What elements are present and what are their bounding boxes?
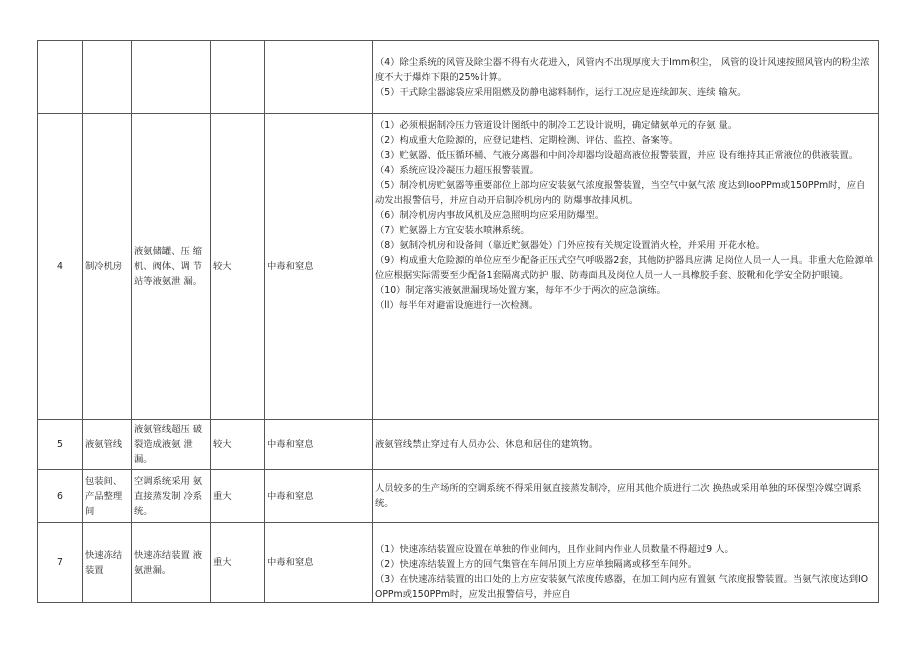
risk-level-cell: 重大 bbox=[211, 470, 265, 523]
table-row bbox=[38, 470, 879, 523]
location-cell: 包装间、 产品整理 间 bbox=[83, 470, 132, 523]
accident-type-cell: 中毒和窒息 bbox=[265, 523, 373, 603]
accident-type-cell: 中毒和窒息 bbox=[265, 420, 373, 470]
measures-cell bbox=[373, 114, 879, 420]
measure-line: （1）必须根据制冷压力管道设计图纸中的制冷工艺设计说明，确定储氨单元的存氨 量。 bbox=[375, 120, 738, 131]
table-row bbox=[38, 41, 879, 114]
row-number: 5 bbox=[38, 420, 83, 470]
measure-line: （9）构成重大危险源的单位应至少配备正压式空气呼吸器2套，其他防护器具应满 足岗位人员一人一具。非重大危险源单位应根据实际需要至少配备1套隔离式防护 服、防毒面具及岗位人员一人一具橡胶手套、胶靴和化学安全防护眼镜。 bbox=[375, 255, 874, 281]
measure-line: （2）快速冻结装置上方的回气集管在车间吊顶上方应单独隔离或移至车间外。 bbox=[375, 559, 698, 570]
measure-line: （1）快速冻结装置应设置在单独的作业间内，且作业间内作业人员数量不得超过9 人。 bbox=[375, 544, 734, 555]
hazard-source-cell: 快速冻结装置 液氨泄漏。 bbox=[132, 523, 211, 603]
accident-type-cell: 中毒和窒息 bbox=[265, 470, 373, 523]
measure-line: （8）氨制冷机房和设备间（靠近贮氨器处）门外应按有关规定设置消火栓，并采用 开花水枪。 bbox=[375, 240, 766, 251]
measure-line: （5）干式除尘器滤袋应采用阻燃及防静电滤料制作，运行工况应是连续卸灰、连续 输灰。 bbox=[375, 86, 747, 98]
measure-line: （10）制定落实液氨泄漏现场处置方案，每年不少于两次的应急演练。 bbox=[375, 285, 666, 296]
measure-line: （2）构成重大危险源的，应登记建档、定期检测、评估、监控、备案等。 bbox=[375, 135, 679, 146]
hazard-source-cell: 空调系统采用 氨直接蒸发制 冷系统。 bbox=[132, 470, 211, 523]
row-number: 4 bbox=[38, 114, 83, 420]
measure-line: 液氨管线禁止穿过有人员办公、休息和居住的建筑物。 bbox=[375, 439, 599, 450]
measure-line: （3）贮氨器、低压循环桶、气液分离器和中间冷却器均设超高液位报警装置，并应 设有维持其正常液位的供液装置。 bbox=[375, 150, 859, 161]
accident-type-cell bbox=[265, 41, 373, 114]
location-cell: 制冷机房 bbox=[83, 114, 132, 420]
risk-level-cell bbox=[211, 41, 265, 114]
measure-line: 人员较多的生产场所的空调系统不得采用氨直接蒸发制冷，应用其他介质进行二次 换热或采用单独的环保型冷媒空调系统。 bbox=[375, 483, 862, 509]
row-number: 6 bbox=[38, 470, 83, 523]
measure-line: （4）系统应设冷凝压力超压报警装置。 bbox=[375, 165, 539, 176]
row-number: 7 bbox=[38, 523, 83, 603]
measures-cell bbox=[373, 523, 879, 603]
accident-type-cell: 中毒和窒息 bbox=[265, 114, 373, 420]
measure-line: （6）制冷机房内事故风机及应急照明均应采用防爆型。 bbox=[375, 210, 605, 221]
row-number bbox=[38, 41, 83, 114]
measures-cell bbox=[373, 41, 879, 114]
measure-line: （ll）每半年对避雷设施进行一次检测。 bbox=[375, 300, 539, 311]
measures-cell bbox=[373, 420, 879, 470]
table-row bbox=[38, 523, 879, 603]
hazard-source-cell bbox=[132, 41, 211, 114]
measure-line: （4）除尘系统的风管及除尘器不得有火花进入，风管内不出现厚度大于Imm积尘， 风管的设计风速按照风管内的粉尘浓度不大于爆炸下限的25%计算。 bbox=[375, 56, 870, 83]
table-row bbox=[38, 420, 879, 470]
table-row bbox=[38, 114, 879, 420]
measure-line: （5）制冷机房贮氨器等重要部位上部均应安装氨气浓度报警装置，当空气中氨气浓 度达到IooPPm或150PPm时，应自动发出报警信号，并应自动开启制冷机房内的 防爆事故排风机。 bbox=[375, 180, 866, 206]
measure-line: （7）贮氨器上方宜安装水喷淋系统。 bbox=[375, 225, 530, 236]
measures-cell bbox=[373, 470, 879, 523]
location-cell: 快速冻结 装置 bbox=[83, 523, 132, 603]
risk-level-cell: 重大 bbox=[211, 523, 265, 603]
location-cell: 液氨管线 bbox=[83, 420, 132, 470]
risk-level-cell: 较大 bbox=[211, 420, 265, 470]
hazard-source-cell: 液氨管线超压 破裂造成液氨 泄漏。 bbox=[132, 420, 211, 470]
measure-line: （3）在快速冻结装置的出口处的上方应安装氨气浓度传感器，在加工间内应有置氨 气浓度报警装置。当氨气浓度达到IOOPPm或150PPm时，应发出报警信号，并应自 bbox=[375, 574, 869, 600]
risk-level-cell: 较大 bbox=[211, 114, 265, 420]
hazard-table bbox=[37, 40, 879, 603]
hazard-source-cell: 液氨储罐、压 缩机、阀体、调 节站等液氨泄 漏。 bbox=[132, 114, 211, 420]
location-cell bbox=[83, 41, 132, 114]
